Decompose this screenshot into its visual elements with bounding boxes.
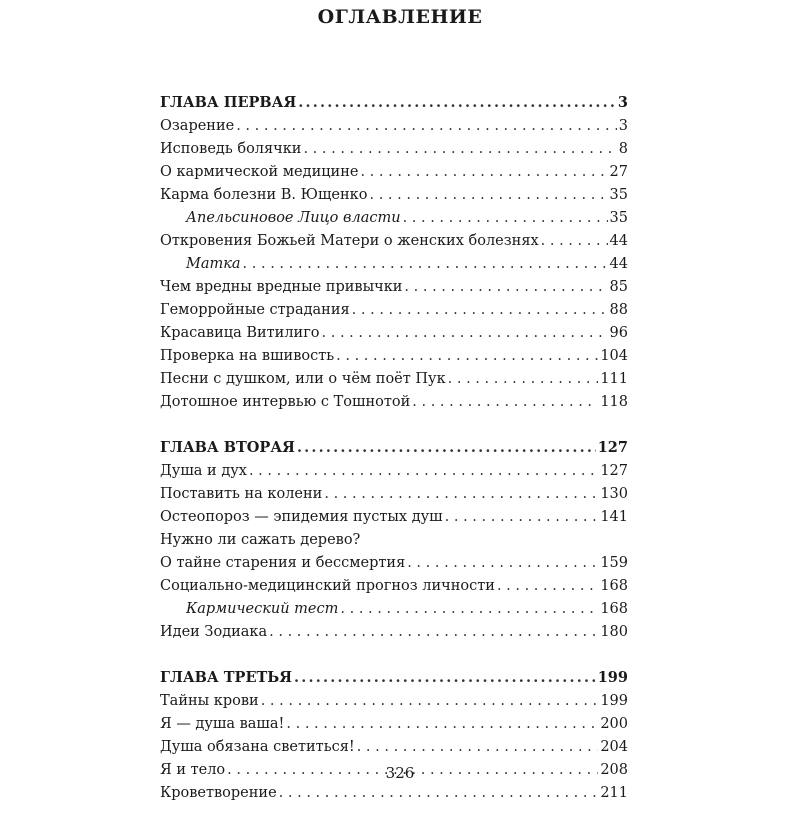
dot-leader [261, 693, 599, 709]
entry-page: 3 [618, 118, 628, 134]
dot-leader [340, 601, 598, 617]
entry-page: 204 [600, 739, 628, 755]
entry-page: 180 [600, 624, 628, 640]
entry-title: Карма болезни В. Ющенко [160, 187, 368, 203]
chapter-3 [160, 669, 628, 808]
chapter-1 [160, 94, 628, 417]
dot-leader [497, 578, 598, 594]
dot-leader [412, 394, 598, 410]
entry-title: Откровения Божьей Матери о женских болезнях [160, 233, 539, 249]
entry-title: Дотошное интервью с Тошнотой [160, 394, 411, 410]
toc-entry[interactable] [160, 371, 628, 394]
toc-entry[interactable] [160, 141, 628, 164]
entry-page: 96 [609, 325, 628, 341]
toc-entry[interactable] [160, 486, 628, 509]
dot-leader [352, 302, 608, 318]
entry-page: 200 [600, 716, 628, 732]
entry-title: Душа обязана светиться! [160, 739, 355, 755]
toc-entry[interactable] [160, 348, 628, 371]
toc-entry[interactable] [160, 716, 628, 739]
chapter-page: 199 [597, 669, 628, 686]
dot-leader [269, 624, 598, 640]
dot-leader [324, 486, 598, 502]
entry-title: Душа и дух [160, 463, 247, 479]
entry-page: 130 [600, 486, 628, 502]
entry-page: 118 [600, 394, 628, 410]
dot-leader [407, 555, 598, 571]
entry-page: 85 [609, 279, 628, 295]
dot-leader [541, 233, 608, 249]
entry-title: Красавица Витилиго [160, 325, 320, 341]
dot-leader [298, 94, 616, 111]
toc-entry[interactable] [160, 624, 628, 647]
entry-title: Тайны крови [160, 693, 259, 709]
entry-title: Я — душа ваша! [160, 716, 285, 732]
entry-page: 199 [600, 693, 628, 709]
entry-page: 208 [600, 762, 628, 778]
dot-leader [404, 279, 607, 295]
entry-page: 35 [609, 187, 628, 203]
dot-leader [303, 141, 616, 157]
toc-entry[interactable] [160, 325, 628, 348]
dot-leader [445, 509, 599, 525]
entry-page: 168 [600, 601, 628, 617]
entry-page: 168 [600, 578, 628, 594]
page-title: ОГЛАВЛЕНИЕ [317, 6, 483, 28]
toc-entry[interactable] [160, 187, 628, 210]
entry-title: Нужно ли сажать дерево? [160, 532, 361, 548]
entry-page: 88 [609, 302, 628, 318]
toc-subentry[interactable] [160, 210, 628, 233]
toc-entry[interactable] [160, 693, 628, 716]
entry-title: Проверка на вшивость [160, 348, 335, 364]
chapter-heading[interactable] [160, 439, 628, 463]
entry-page: 44 [609, 233, 628, 249]
entry-page: 127 [600, 463, 628, 479]
dot-leader [322, 325, 608, 341]
entry-page: 104 [600, 348, 628, 364]
dot-leader [294, 669, 596, 686]
chapter-page: 127 [597, 439, 628, 456]
toc-entry[interactable] [160, 394, 628, 417]
entry-page: 44 [609, 256, 628, 272]
entry-title: Остеопороз — эпидемия пустых душ [160, 509, 443, 525]
entry-title: Матка [186, 256, 241, 272]
entry-page: 27 [609, 164, 628, 180]
toc-subentry[interactable] [160, 601, 628, 624]
entry-title: Чем вредны вредные привычки [160, 279, 403, 295]
toc-entry[interactable] [160, 578, 628, 601]
entry-title: Кроветворение [160, 785, 277, 801]
dot-leader [403, 210, 608, 226]
dot-leader [236, 118, 617, 134]
dot-leader [336, 348, 598, 364]
entry-title: Исповедь болячки [160, 141, 302, 157]
entry-title: Социально-медицинский прогноз личности [160, 578, 495, 594]
entry-title: Я и тело [160, 762, 226, 778]
dot-leader [360, 164, 607, 180]
toc-entry[interactable] [160, 509, 628, 532]
dot-leader [369, 187, 607, 203]
toc-subentry[interactable] [160, 256, 628, 279]
toc-entry[interactable] [160, 118, 628, 141]
entry-title: О кармической медицине [160, 164, 359, 180]
entry-page: 159 [600, 555, 628, 571]
entry-title: Песни с душком, или о чём поёт Пук [160, 371, 446, 387]
chapter-2 [160, 439, 628, 647]
toc-entry[interactable] [160, 233, 628, 256]
toc-entry[interactable] [160, 302, 628, 325]
chapter-page: 3 [617, 94, 628, 111]
table-of-contents [160, 94, 628, 830]
entry-title: Геморройные страдания [160, 302, 350, 318]
entry-title: Поставить на колени [160, 486, 323, 502]
entry-page: 111 [600, 371, 628, 387]
toc-entry[interactable] [160, 164, 628, 187]
toc-entry[interactable] [160, 555, 628, 578]
dot-leader [279, 785, 599, 801]
chapter-title: ГЛАВА ТРЕТЬЯ [160, 669, 293, 686]
toc-entry[interactable] [160, 532, 628, 555]
chapter-heading[interactable] [160, 94, 628, 118]
dot-leader [357, 739, 599, 755]
entry-title: Кармический тест [186, 601, 339, 617]
entry-title: Озарение [160, 118, 235, 134]
entry-title: Апельсиновое Лицо власти [186, 210, 401, 226]
page-number: 326 [385, 764, 415, 782]
toc-entry[interactable] [160, 463, 628, 486]
entry-page: 35 [609, 210, 628, 226]
entry-title: Идеи Зодиака [160, 624, 268, 640]
entry-page: 141 [600, 509, 628, 525]
dot-leader [249, 463, 598, 479]
toc-entry[interactable] [160, 785, 628, 808]
chapter-title: ГЛАВА ПЕРВАЯ [160, 94, 297, 111]
toc-entry[interactable] [160, 279, 628, 302]
dot-leader [286, 716, 598, 732]
entry-title: О тайне старения и бессмертия [160, 555, 406, 571]
chapter-title: ГЛАВА ВТОРАЯ [160, 439, 295, 456]
entry-page: 211 [600, 785, 628, 801]
dot-leader [243, 256, 608, 272]
entry-page: 8 [618, 141, 628, 157]
toc-entry[interactable] [160, 739, 628, 762]
dot-leader [297, 439, 596, 456]
chapter-heading[interactable] [160, 669, 628, 693]
dot-leader [448, 371, 599, 387]
